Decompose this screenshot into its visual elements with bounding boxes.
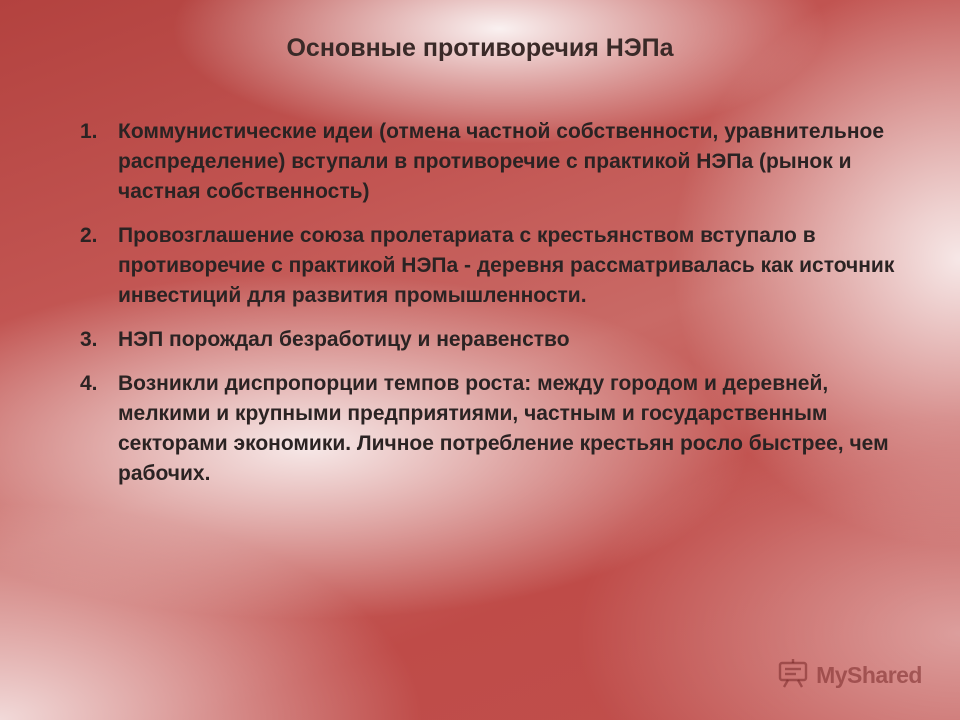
list-item-text: Коммунистические идеи (отмена частной собственности, уравнительное распределение) вступали в противоречие с практикой НЭПа (рынок и частная собственность)	[118, 120, 885, 203]
list-item	[80, 221, 900, 311]
list-item-number: 2.	[80, 224, 98, 247]
list-item-text: Провозглашение союза пролетариата с крестьянством вступало в противоречие с практикой НЭПа - деревня рассматривалась как источник инвестиций для развития промышленности.	[118, 224, 895, 307]
list-item-number: 1.	[80, 120, 98, 143]
presentation-board-icon	[776, 656, 810, 695]
list-item-text: Возникли диспропорции темпов роста: между городом и деревней, мелкими и крупными предприятиями, частным и государственным секторами экономики. Личное потребление крестьян росло быстрее, чем рабочих.	[118, 372, 889, 485]
list-item	[80, 117, 900, 207]
watermark	[776, 656, 922, 695]
watermark-text: MyShared	[816, 662, 922, 688]
list-item-number: 3.	[80, 328, 98, 351]
list-item	[80, 325, 900, 355]
contradictions-list	[80, 117, 900, 503]
slide-title: Основные противоречия НЭПа	[286, 34, 674, 62]
list-item-text: НЭП порождал безработицу и неравенство	[118, 328, 570, 351]
list-item	[80, 369, 900, 489]
list-item-number: 4.	[80, 372, 98, 395]
